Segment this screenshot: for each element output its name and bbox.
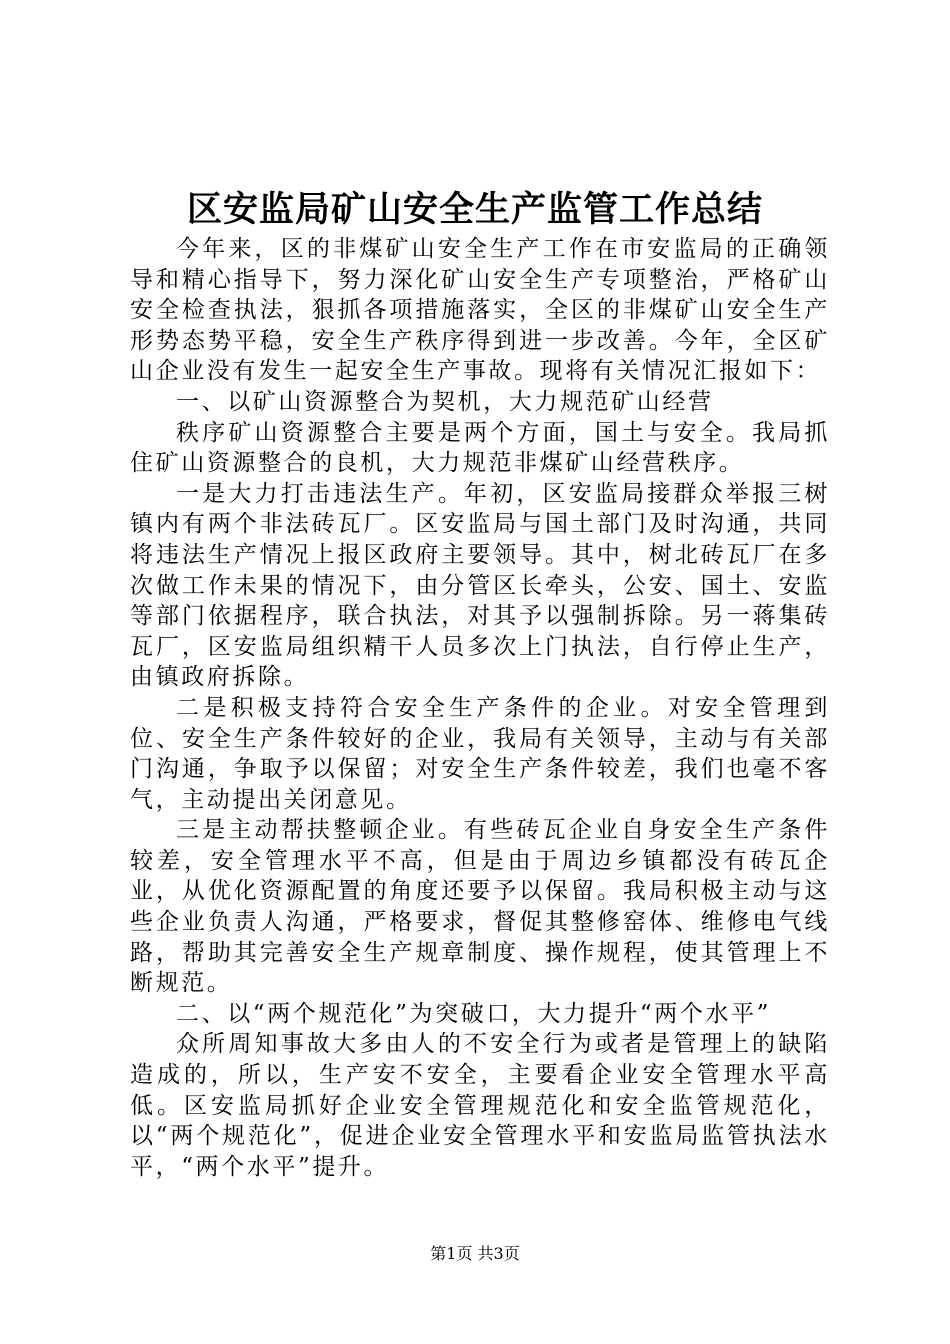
intro-paragraph: 今年来，区的非煤矿山安全生产工作在市安监局的正确领导和精心指导下，努力深化矿山安全生产专项整治，严格矿山安全检查执法，狠抓各项措施落实，全区的非煤矿山安全生产形势态势平稳，安全生产秩序得到进一步改善。今年，全区矿山企业没有发生一起安全生产事故。现将有关情况汇报如下：: [130, 236, 830, 385]
section-heading-2: 二、以“两个规范化”为突破口，大力提升“两个水平”: [176, 1000, 772, 1027]
section-heading-1: 一、以矿山资源整合为契机，大力规范矿山经营: [176, 388, 714, 415]
section-1-paragraph: 秩序矿山资源整合主要是两个方面，国土与安全。我局抓住矿山资源整合的良机，大力规范非煤矿山经营秩序。: [130, 419, 830, 477]
page-footer: 第1页 共3页: [430, 1244, 520, 1263]
point-2-paragraph: 二是积极支持符合安全生产条件的企业。对安全管理到位、安全生产条件较好的企业，我局有关领导，主动与有关部门沟通，争取予以保留；对安全生产条件较差，我们也毫不客气，主动提出关闭意见。: [130, 694, 830, 813]
point-3-paragraph: 三是主动帮扶整顿企业。有些砖瓦企业自身安全生产条件较差，安全管理水平不高，但是由于周边乡镇都没有砖瓦企业，从优化资源配置的角度还要予以保留。我局积极主动与这些企业负责人沟通，严格要求，督促其整修窑体、维修电气线路，帮助其完善安全生产规章制度、操作规程，使其管理上不断规范。: [130, 817, 830, 997]
section-2-paragraph: 众所周知事故大多由人的不安全行为或者是管理上的缺陷造成的，所以，生产安不安全，主要看企业安全管理水平高低。区安监局抓好企业安全管理规范化和安全监管规范化，以“两个规范化”，促进企业安全管理水平和安监局监管执法水平，“两个水平”提升。: [130, 1031, 830, 1180]
point-1-paragraph: 一是大力打击违法生产。年初，区安监局接群众举报三树镇内有两个非法砖瓦厂。区安监局与国土部门及时沟通，共同将违法生产情况上报区政府主要领导。其中，树北砖瓦厂在多次做工作未果的情况下，由分管区长牵头，公安、国土、安监等部门依据程序，联合执法，对其予以强制拆除。另一蒋集砖瓦厂，区安监局组织精干人员多次上门执法，自行停止生产，由镇政府拆除。: [130, 480, 830, 691]
document-title: 区安监局矿山安全生产监管工作总结: [186, 189, 763, 230]
document-body: [130, 234, 830, 1182]
